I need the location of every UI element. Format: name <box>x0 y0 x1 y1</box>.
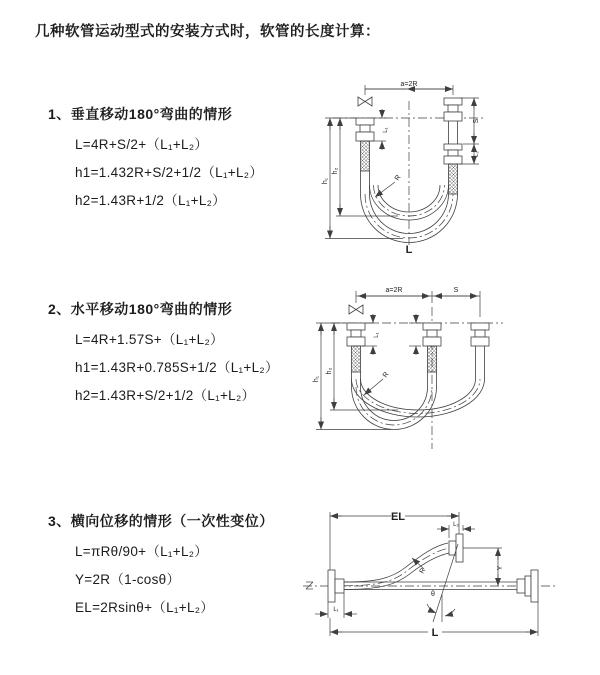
centerlines <box>333 101 483 245</box>
section-lateral-displacement <box>48 511 274 622</box>
section-3-heading: 3、横向位移的情形（一次性变位） <box>48 513 274 529</box>
page-title: 几种软管运动型式的安装方式时，软管的长度计算： <box>35 24 380 40</box>
middle-braid <box>428 346 437 372</box>
dim-label-s: S <box>453 287 459 294</box>
left-fitting <box>356 118 374 141</box>
right-fitting-lower <box>444 144 462 164</box>
dimension-l1 <box>315 593 357 618</box>
formula-s3-L: L=πRθ/90+（L₁+L₂） <box>75 544 209 559</box>
dim-label-radius: R <box>418 567 428 575</box>
right-upper-flange <box>449 534 463 562</box>
dim-label-h2: h₂ <box>332 167 339 175</box>
dimension-fitting-mid <box>409 314 421 355</box>
middle-fitting <box>423 323 441 346</box>
diagram-lateral-displacement <box>295 492 600 662</box>
formula-s1-h2: h2=1.43R+1/2（L₁+L₂） <box>75 193 226 208</box>
right-lower-flange <box>517 570 538 602</box>
section-1-heading: 1、垂直移动180°弯曲的情形 <box>48 106 233 122</box>
dim-label-h1: h₁ <box>322 177 329 185</box>
left-flange <box>328 570 344 602</box>
dim-label-radius: R <box>393 173 403 183</box>
diagram-horizontal-bend <box>303 279 593 459</box>
formula-s2-h1: h1=1.43R+0.785S+1/2（L₁+L₂） <box>75 360 279 375</box>
formula-s2-h2: h2=1.43R+S/2+1/2（L₁+L₂） <box>75 388 256 403</box>
section-horizontal-bend <box>48 299 279 410</box>
left-fitting <box>347 323 365 346</box>
formula-s3-EL: EL=2Rsinθ+（L₁+L₂） <box>75 600 215 615</box>
dim-label-theta: θ <box>431 591 435 598</box>
dim-label-l1: L₁ <box>383 127 389 133</box>
right-fitting <box>471 323 489 346</box>
dim-label-radius: R <box>381 370 391 380</box>
dim-label-l1: L₁ <box>374 332 380 338</box>
section-vertical-bend <box>48 104 263 215</box>
right-fitting-upper <box>444 98 462 121</box>
valve-icon <box>349 305 363 314</box>
formula-s1-L: L=4R+S/2+（L₁+L₂） <box>75 137 209 152</box>
dim-label-a2r: a=2R <box>400 81 418 88</box>
curved-hose <box>344 543 449 590</box>
dim-label-h2: h₂ <box>326 367 333 375</box>
section-2-heading: 2、水平移动180°弯曲的情形 <box>48 301 233 317</box>
dimension-a2r <box>356 291 480 317</box>
dimension-h2 <box>330 323 398 410</box>
dim-label-l1: L₁ <box>333 607 339 613</box>
centerline-symbol <box>306 582 313 589</box>
radius-leader <box>364 379 383 395</box>
angle-construction <box>427 544 458 622</box>
dim-label-a2r: a=2R <box>385 287 403 294</box>
formula-s2-L: L=4R+1.57S+（L₁+L₂） <box>75 332 224 347</box>
left-braid <box>352 346 361 372</box>
dim-label-l2: L₂ <box>453 522 459 528</box>
dim-label-el: EL <box>390 511 406 523</box>
right-braid <box>449 164 458 194</box>
dim-label-l: L <box>431 627 439 639</box>
dim-label-s: S <box>473 118 480 124</box>
dim-label-length: L <box>405 244 413 256</box>
formula-s3-Y: Y=2R（1-cosθ） <box>75 572 181 587</box>
dim-label-h1: h₁ <box>313 375 320 383</box>
formula-s1-h1: h1=1.432R+S/2+1/2（L₁+L₂） <box>75 165 264 180</box>
radius-leader <box>412 558 424 569</box>
dim-label-l2: L₂ <box>474 151 480 157</box>
hose-arcs <box>352 379 485 430</box>
diagram-vertical-bend <box>303 73 593 258</box>
valve-icon <box>358 97 372 106</box>
left-braid <box>361 141 370 171</box>
dim-label-y: Y <box>497 565 504 571</box>
